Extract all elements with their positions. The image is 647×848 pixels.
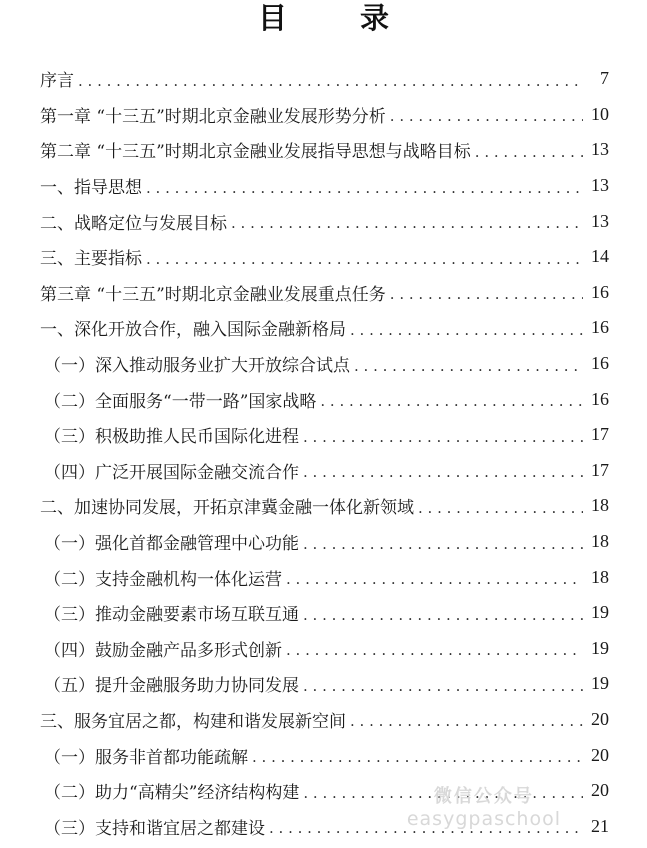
toc-entry[interactable] bbox=[0, 97, 647, 133]
toc-page-number: 18 bbox=[591, 531, 609, 552]
toc-dot-leader bbox=[146, 250, 583, 268]
toc-dot-leader bbox=[303, 606, 583, 624]
toc-entry[interactable] bbox=[0, 595, 647, 631]
toc-entry[interactable] bbox=[0, 203, 647, 239]
toc-entry-label: 第三章 “十三五”时期北京金融业发展重点任务 bbox=[40, 284, 386, 305]
toc-entry[interactable] bbox=[0, 381, 647, 417]
toc-entry[interactable] bbox=[0, 346, 647, 382]
toc-entry-label: （五）提升金融服务助力协同发展 bbox=[44, 676, 299, 697]
toc-dot-leader bbox=[303, 535, 583, 553]
toc-entry[interactable] bbox=[0, 559, 647, 595]
toc-entry-label: 一、指导思想 bbox=[40, 178, 142, 199]
toc-entry-label: （三）积极助推人民币国际化进程 bbox=[44, 427, 299, 448]
toc-dot-leader bbox=[303, 677, 583, 695]
toc-dot-leader bbox=[231, 214, 583, 232]
toc-entry-label: 三、主要指标 bbox=[40, 249, 142, 270]
toc-entry-label: 三、服务宜居之都，构建和谐发展新空间 bbox=[40, 711, 346, 732]
toc-entry-label: （三）推动金融要素市场互联互通 bbox=[44, 605, 299, 626]
toc-page-number: 16 bbox=[591, 388, 609, 409]
toc-entry-label: （二）助力“高精尖”经济结构构建 bbox=[44, 783, 300, 804]
toc-dot-leader bbox=[286, 641, 583, 659]
toc-entry-label: （一）服务非首都功能疏解 bbox=[44, 747, 248, 768]
toc-entry-label: （一）深入推动服务业扩大开放综合试点 bbox=[44, 356, 350, 377]
toc-page-number: 13 bbox=[591, 175, 609, 196]
toc-dot-leader bbox=[320, 392, 583, 410]
toc-page-number: 7 bbox=[600, 68, 609, 89]
toc-page-number: 19 bbox=[591, 673, 609, 694]
watermark bbox=[407, 786, 561, 830]
toc-page-number: 19 bbox=[591, 637, 609, 658]
toc-dot-leader bbox=[354, 357, 583, 375]
toc-entry[interactable] bbox=[0, 702, 647, 738]
toc-dot-leader bbox=[252, 748, 583, 766]
toc-dot-leader bbox=[146, 179, 583, 197]
toc-entry-label: 二、加速协同发展，开拓京津冀金融一体化新领域 bbox=[40, 498, 414, 519]
watermark-line2: easygpaschool bbox=[406, 808, 561, 830]
toc-entry[interactable] bbox=[0, 168, 647, 204]
toc-entry[interactable] bbox=[0, 488, 647, 524]
toc-entry-label: 序言 bbox=[40, 71, 74, 92]
toc-dot-leader bbox=[350, 321, 583, 339]
toc-entry[interactable] bbox=[0, 631, 647, 667]
toc-entry-label: 第二章 “十三五”时期北京金融业发展指导思想与战略目标 bbox=[40, 142, 471, 163]
toc-page-number: 17 bbox=[591, 424, 609, 445]
toc-page-number: 14 bbox=[591, 246, 609, 267]
toc-entry[interactable] bbox=[0, 417, 647, 453]
toc-page-number: 16 bbox=[591, 317, 609, 338]
toc-page-number: 20 bbox=[591, 708, 609, 729]
toc-entry-label: （一）强化首都金融管理中心功能 bbox=[44, 534, 299, 555]
toc-page-number: 16 bbox=[591, 353, 609, 374]
toc-page-number: 18 bbox=[591, 495, 609, 516]
toc-page-number: 10 bbox=[591, 103, 609, 124]
toc-dot-leader bbox=[390, 285, 583, 303]
toc-page-number: 21 bbox=[591, 815, 609, 836]
toc-entry-label: 一、深化开放合作，融入国际金融新格局 bbox=[40, 320, 346, 341]
toc-dot-leader bbox=[303, 428, 583, 446]
toc-entry[interactable] bbox=[0, 132, 647, 168]
toc-dot-leader bbox=[475, 143, 583, 161]
toc-page-number: 13 bbox=[591, 139, 609, 160]
toc-entry-label: （四）广泛开展国际金融交流合作 bbox=[44, 462, 299, 483]
toc-dot-leader bbox=[78, 72, 583, 90]
toc-entry-label: （二）全面服务“一带一路”国家战略 bbox=[44, 391, 317, 412]
toc-page-number: 19 bbox=[591, 602, 609, 623]
toc-page-number: 20 bbox=[591, 744, 609, 765]
toc-entry-label: （二）支持金融机构一体化运营 bbox=[44, 569, 282, 590]
toc-dot-leader bbox=[390, 107, 583, 125]
toc-entry[interactable] bbox=[0, 310, 647, 346]
toc-page-number: 20 bbox=[591, 780, 609, 801]
toc-dot-leader bbox=[286, 570, 583, 588]
toc-page-number: 18 bbox=[591, 566, 609, 587]
toc-entry[interactable] bbox=[0, 737, 647, 773]
toc-dot-leader bbox=[418, 499, 583, 517]
toc-dot-leader bbox=[350, 712, 583, 730]
toc-entry[interactable] bbox=[0, 275, 647, 311]
toc-entry-label: （四）鼓励金融产品多形式创新 bbox=[44, 640, 282, 661]
toc-page-number: 17 bbox=[591, 459, 609, 480]
page-title: 目 录 bbox=[257, 1, 411, 35]
watermark-line1: 微信公众号 bbox=[433, 786, 534, 807]
toc-entry[interactable] bbox=[0, 453, 647, 489]
toc-entry-label: （三）支持和谐宜居之都建设 bbox=[44, 818, 265, 839]
toc-entry-label: 第一章 “十三五”时期北京金融业发展形势分析 bbox=[40, 106, 386, 127]
toc-entry-label: 二、战略定位与发展目标 bbox=[40, 213, 227, 234]
toc-dot-leader bbox=[303, 463, 583, 481]
toc-entry[interactable] bbox=[0, 666, 647, 702]
toc-entry[interactable] bbox=[0, 61, 647, 97]
toc-page-number: 16 bbox=[591, 281, 609, 302]
toc-entry[interactable] bbox=[0, 239, 647, 275]
toc-entry[interactable] bbox=[0, 524, 647, 560]
table-of-contents bbox=[0, 61, 647, 844]
toc-page-number: 13 bbox=[591, 210, 609, 231]
